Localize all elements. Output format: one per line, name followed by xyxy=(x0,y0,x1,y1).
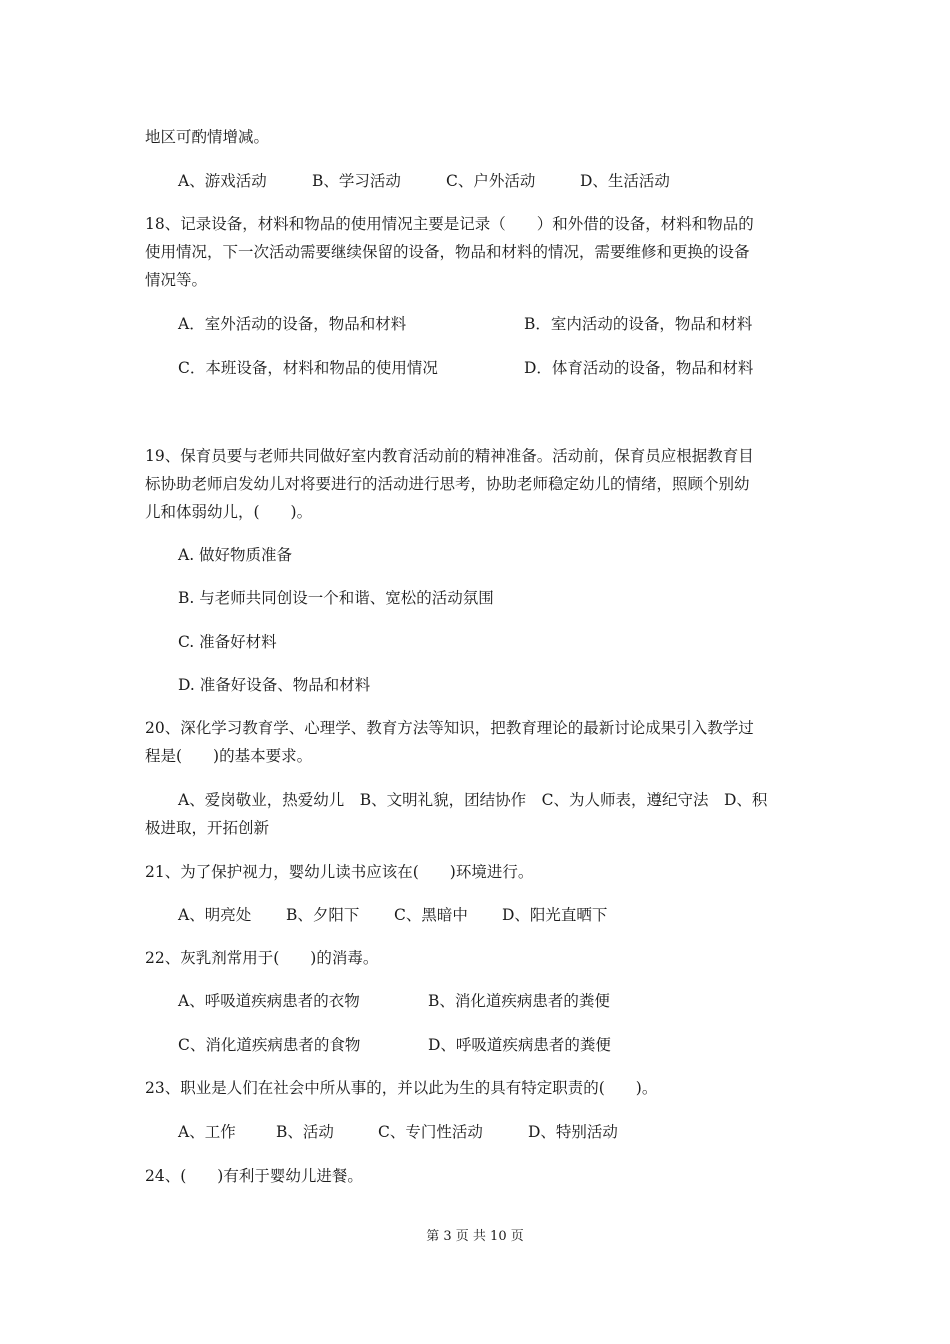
q23-options xyxy=(0,1122,950,1142)
q23-text: 23、职业是人们在社会中所从事的，并以此为生的具有特定职责的( )。 xyxy=(145,1079,658,1097)
q20-line-1: 20、深化学习教育学、心理学、教育方法等知识，把教育理论的最新讨论成果引入教学过 xyxy=(145,719,754,737)
q24-text: 24、( )有利于婴幼儿进餐。 xyxy=(145,1167,363,1185)
q18-option-c: C．本班设备，材料和物品的使用情况 xyxy=(178,359,438,377)
q22-option-d: D、呼吸道疾病患者的粪便 xyxy=(428,1036,611,1054)
q21-option-b: B、夕阳下 xyxy=(286,906,360,924)
q18-option-b: B．室内活动的设备，物品和材料 xyxy=(524,315,753,333)
q19-option-c: C. 准备好材料 xyxy=(178,633,277,651)
q22-option-a: A、呼吸道疾病患者的衣物 xyxy=(178,992,360,1010)
q18-line-1: 18、记录设备，材料和物品的使用情况主要是记录（ ）和外借的设备，材料和物品的 xyxy=(145,215,754,233)
q21-text: 21、为了保护视力，婴幼儿读书应该在( )环境进行。 xyxy=(145,863,534,881)
q20-line-2: 程是( )的基本要求。 xyxy=(145,747,313,765)
q19-option-a: A. 做好物质准备 xyxy=(178,546,293,564)
q19-option-d: D. 准备好设备、物品和材料 xyxy=(178,676,371,694)
q19-option-b: B. 与老师共同创设一个和谐、宽松的活动氛围 xyxy=(178,589,494,607)
q17-option-c: C、户外活动 xyxy=(446,172,536,190)
q17-tail: 地区可酌情增减。 xyxy=(145,128,270,146)
q21-option-a: A、明亮处 xyxy=(178,906,252,924)
q18-line-3: 情况等。 xyxy=(145,271,208,289)
q21-option-d: D、阳光直晒下 xyxy=(502,906,608,924)
q17-option-d: D、生活活动 xyxy=(580,172,670,190)
q21-options xyxy=(0,905,950,925)
q21-option-c: C、黑暗中 xyxy=(394,906,468,924)
q17-option-b: B、学习活动 xyxy=(312,172,401,190)
q18-line-2: 使用情况，下一次活动需要继续保留的设备，物品和材料的情况，需要维修和更换的设备 xyxy=(145,243,750,261)
q20-options-line-2: 极进取，开拓创新 xyxy=(145,819,270,837)
q23-option-a: A、工作 xyxy=(178,1123,236,1141)
q22-text: 22、灰乳剂常用于( )的消毒。 xyxy=(145,949,379,967)
q19-line-2: 标协助老师启发幼儿对将要进行的活动进行思考，协助老师稳定幼儿的情绪，照顾个别幼 xyxy=(145,475,750,493)
q19-line-3: 儿和体弱幼儿，( )。 xyxy=(145,503,313,521)
page-footer: 第 3 页 共 10 页 xyxy=(426,1229,524,1244)
q22-option-b: B、消化道疾病患者的粪便 xyxy=(428,992,610,1010)
q19-line-1: 19、保育员要与老师共同做好室内教育活动前的精神准备。活动前，保育员应根据教育目 xyxy=(145,447,754,465)
q22-option-c: C、消化道疾病患者的食物 xyxy=(178,1036,361,1054)
q18-option-a: A．室外活动的设备，物品和材料 xyxy=(178,315,407,333)
q17-option-a: A、游戏活动 xyxy=(178,172,267,190)
q23-option-d: D、特别活动 xyxy=(528,1123,618,1141)
q23-option-b: B、活动 xyxy=(276,1123,334,1141)
q17-options xyxy=(0,171,950,191)
q20-options-line-1: A、爱岗敬业，热爱幼儿 B、文明礼貌，团结协作 C、为人师表，遵纪守法 D、积 xyxy=(178,791,768,809)
q18-option-d: D．体育活动的设备，物品和材料 xyxy=(524,359,754,377)
q23-option-c: C、专门性活动 xyxy=(378,1123,483,1141)
